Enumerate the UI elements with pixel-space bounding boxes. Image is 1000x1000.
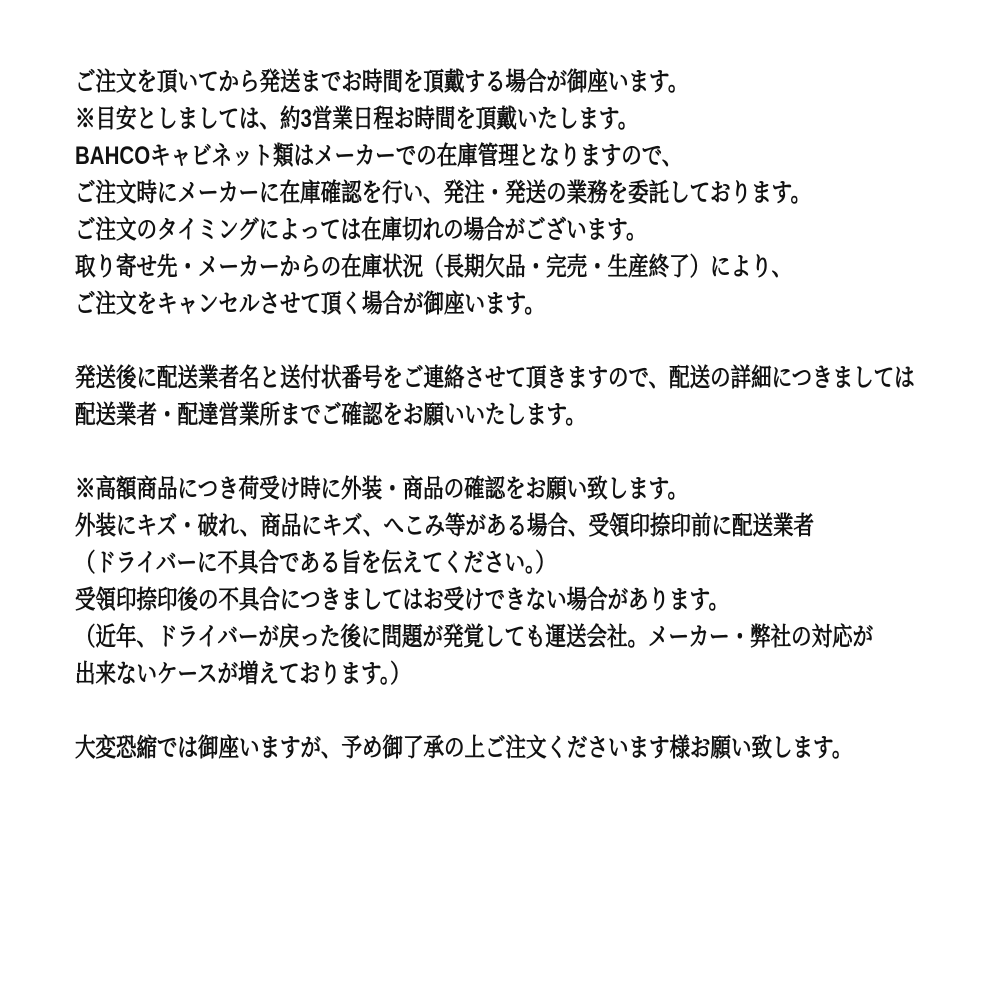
- notice-line: ご注文時にメーカーに在庫確認を行い、発注・発送の業務を委託しております。: [75, 179, 811, 207]
- notice-line: ※高額商品につき荷受け時に外装・商品の確認をお願い致します。: [75, 475, 688, 503]
- notice-line: ご注文をキャンセルさせて頂く場合が御座います。: [75, 290, 545, 318]
- notice-line: ご注文のタイミングによっては在庫切れの場合がございます。: [75, 216, 647, 244]
- notice-line: BAHCOキャビネット類はメーカーでの在庫管理となりますので、: [75, 142, 683, 170]
- paragraph-shipping-lead-time: [75, 64, 915, 323]
- notice-line: （近年、ドライバーが戻った後に問題が発覚しても運送会社。メーカー・弊社の対応が: [75, 623, 874, 651]
- notice-line: ※目安としましては、約3営業日程お時間を頂戴いたします。: [75, 105, 639, 133]
- notice-line: 受領印捺印後の不具合につきましてはお受けできない場合があります。: [75, 586, 729, 614]
- paragraph-closing-request: [75, 730, 915, 767]
- notice-line: 発送後に配送業者名と送付状番号をご連絡させて頂きますので、配送の詳細につきましては: [75, 364, 915, 392]
- notice-line: ご注文を頂いてから発送までお時間を頂戴する場合が御座います。: [75, 68, 689, 96]
- paragraph-tracking-info: [75, 360, 915, 434]
- notice-line: 大変恐縮では御座いますが、予め御了承の上ご注文くださいます様お願い致します。: [75, 734, 853, 762]
- notice-line: 出来ないケースが増えております。）: [75, 660, 411, 688]
- notice-line: （ドライバーに不具合である旨を伝えてください。）: [75, 549, 556, 577]
- shipping-notice: [75, 64, 915, 767]
- notice-line: 取り寄せ先・メーカーからの在庫状況（長期欠品・完売・生産終了）により、: [75, 253, 793, 281]
- notice-line: 外装にキズ・破れ、商品にキズ、へこみ等がある場合、受領印捺印前に配送業者: [75, 512, 815, 540]
- paragraph-inspection-request: [75, 471, 915, 693]
- notice-line: 配送業者・配達営業所までご確認をお願いいたします。: [75, 401, 586, 429]
